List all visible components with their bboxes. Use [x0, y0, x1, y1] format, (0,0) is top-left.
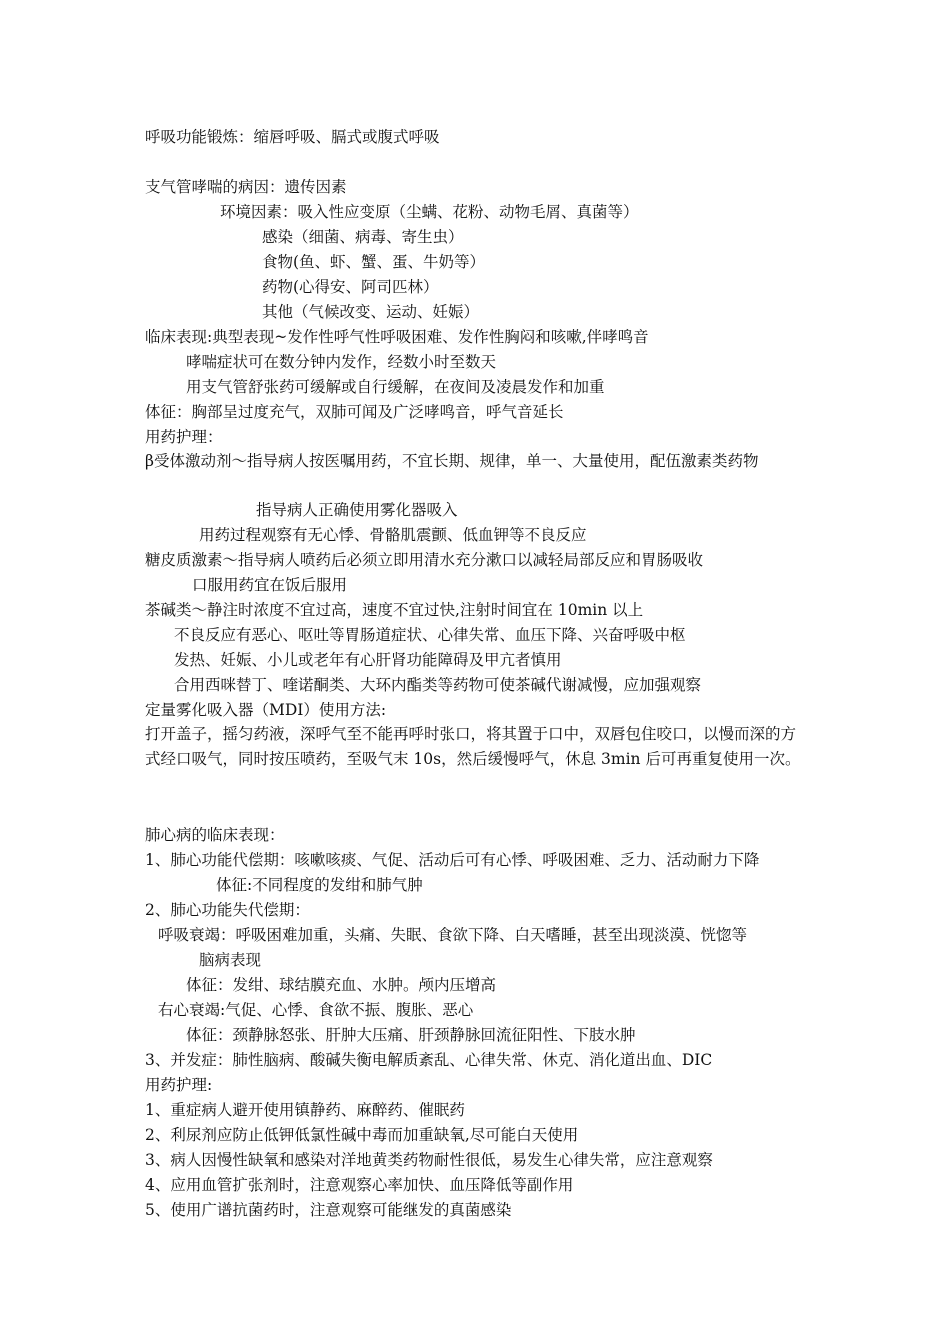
text-line: 不良反应有恶心、呕吐等胃肠道症状、心律失常、血压下降、兴奋呼吸中枢 [174, 626, 686, 644]
text-line: 口服用药宜在饭后服用 [192, 576, 348, 594]
text-line: 用药护理： [145, 428, 223, 446]
text-line: 环境因素：吸入性应变原（尘螨、花粉、动物毛屑、真菌等） [220, 203, 639, 221]
text-line: 用支气管舒张药可缓解或自行缓解，在夜间及凌晨发作和加重 [186, 378, 605, 396]
text-line: 支气管哮喘的病因：遗传因素 [145, 178, 347, 196]
text-paragraph: β受体激动剂～指导病人按医嘱用药，不宜长期、规律，单一、大量使用，配伍激素类药物 [145, 452, 759, 470]
text-line: 肺心病的临床表现： [145, 826, 285, 844]
text-line: 2、肺心功能失代偿期： [145, 901, 310, 919]
text-line: 5、使用广谱抗菌药时，注意观察可能继发的真菌感染 [145, 1201, 512, 1219]
text-line: 体征：颈静脉怒张、肝肿大压痛、肝颈静脉回流征阳性、下肢水肿 [186, 1026, 636, 1044]
text-line: 3、病人因慢性缺氧和感染对洋地黄类药物耐性很低，易发生心律失常，应注意观察 [145, 1151, 713, 1169]
text-line: 其他（气候改变、运动、妊娠） [262, 303, 480, 321]
text-line: 体征:不同程度的发绀和肺气肿 [216, 876, 423, 894]
text-line: 呼吸功能锻炼：缩唇呼吸、膈式或腹式呼吸 [145, 128, 440, 146]
text-line: 茶碱类～静注时浓度不宜过高，速度不宜过快,注射时间宜在 10min 以上 [145, 601, 644, 619]
text-paragraph: 打开盖子，摇匀药液，深呼气至不能再呼时张口，将其置于口中，双唇包住咬口，以慢而深的方式经口吸气，同时按压喷药，至吸气末 10s，然后缓慢呼气，休息 3min 后可再重复使用一次。 [145, 725, 801, 768]
text-line: 体征：胸部呈过度充气，双肺可闻及广泛哮鸣音，呼气音延长 [145, 403, 564, 421]
text-line: 1、肺心功能代偿期：咳嗽咳痰、气促、活动后可有心悸、呼吸困难、乏力、活动耐力下降 [145, 851, 760, 869]
text-line: 3、并发症：肺性脑病、酸碱失衡电解质紊乱、心律失常、休克、消化道出血、DIC [145, 1051, 713, 1069]
text-line: 指导病人正确使用雾化器吸入 [256, 501, 458, 519]
text-line: 发热、妊娠、小儿或老年有心肝肾功能障碍及甲亢者慎用 [174, 651, 562, 669]
text-line: 用药过程观察有无心悸、骨骼肌震颤、低血钾等不良反应 [199, 526, 587, 544]
text-line: 感染（细菌、病毒、寄生虫） [262, 228, 464, 246]
text-line: 药物(心得安、阿司匹林） [262, 278, 439, 296]
text-line: 定量雾化吸入器（MDI）使用方法: [145, 701, 387, 719]
text-line: 2、利尿剂应防止低钾低氯性碱中毒而加重缺氧,尽可能白天使用 [145, 1126, 579, 1144]
text-line: 哮喘症状可在数分钟内发作，经数小时至数天 [186, 353, 497, 371]
text-line: 1、重症病人避开使用镇静药、麻醉药、催眠药 [145, 1101, 465, 1119]
text-line: 用药护理: [145, 1076, 213, 1094]
text-line: 脑病表现 [199, 951, 262, 969]
text-line: 食物(鱼、虾、蟹、蛋、牛奶等） [262, 253, 486, 271]
text-line: 临床表现:典型表现~发作性呼气性呼吸困难、发作性胸闷和咳嗽,伴哮鸣音 [145, 328, 649, 346]
text-line: 体征：发绀、球结膜充血、水肿。颅内压增高 [186, 976, 497, 994]
text-line: 合用西咪替丁、喹诺酮类、大环内酯类等药物可使茶碱代谢减慢，应加强观察 [174, 676, 702, 694]
text-line: 糖皮质激素～指导病人喷药后必须立即用清水充分漱口以减轻局部反应和胃肠吸收 [145, 551, 704, 569]
text-line: 呼吸衰竭：呼吸困难加重，头痛、失眠、食欲下降、白天嗜睡，甚至出现淡漠、恍惚等 [158, 926, 748, 944]
text-line: 4、应用血管扩张剂时，注意观察心率加快、血压降低等副作用 [145, 1176, 574, 1194]
text-line: 右心衰竭:气促、心悸、食欲不振、腹胀、恶心 [158, 1001, 474, 1019]
